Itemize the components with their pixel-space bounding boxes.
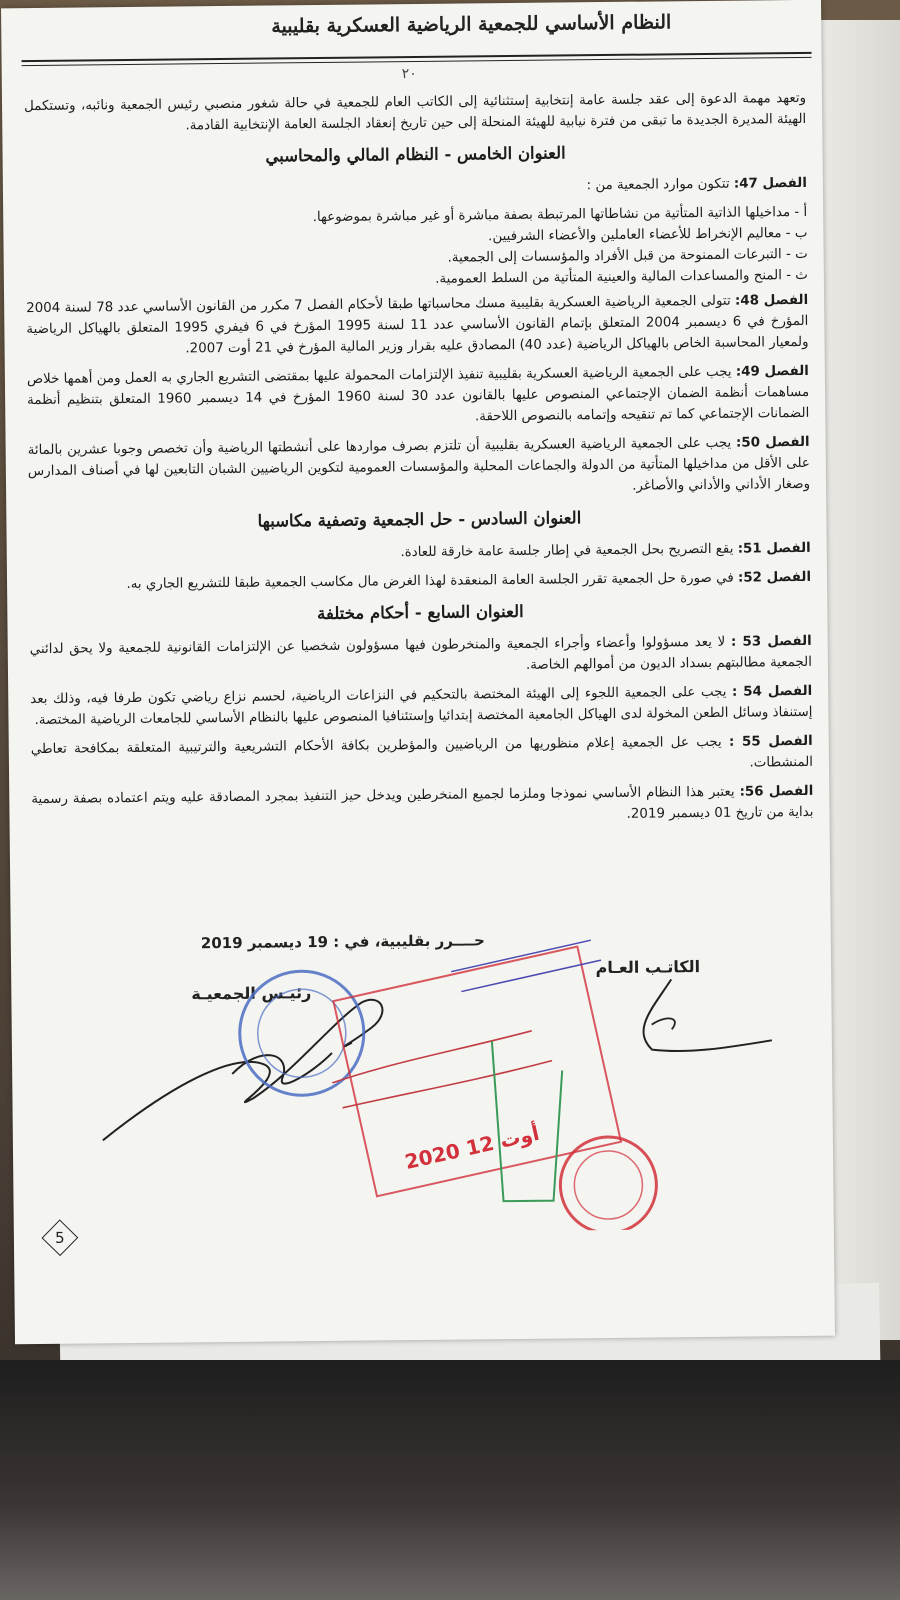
article-label: الفصل 51: xyxy=(737,540,811,557)
article-label: الفصل 54 : xyxy=(731,683,813,700)
article-49 xyxy=(27,361,810,432)
president-signature xyxy=(101,1000,383,1141)
blue-round-stamp xyxy=(239,971,364,1096)
article-51 xyxy=(29,538,811,567)
article-label: الفصل 50: xyxy=(735,434,810,451)
article-label: الفصل 52: xyxy=(737,569,812,586)
article-label: الفصل 48: xyxy=(734,292,809,309)
dark-cloth xyxy=(0,1360,900,1600)
article-text: يجب على الجمعية الرياضية العسكرية بقليبية تنفيذ الإلتزامات المحمولة عليها بمقتضى التشريع الجاري به العمل ومن أهمها خلاص مساهمات أنظمة الضمان الإجتماعي المنصوص عليها بالقانون عدد 30 لسنة 1960 المؤرخ في 14 ديسمبر 1960 المتعلق بتنظيم أنظمة الضمانات الإجتماعي كما تم تنقيحه وإتمامه بالنصوص اللاحقة. xyxy=(26,364,810,425)
article-52 xyxy=(29,567,811,596)
page-number-value: 5 xyxy=(55,1228,65,1247)
resources-list xyxy=(25,202,808,294)
place-and-date: حــــرر بقليبية، في : 19 ديسمبر 2019 xyxy=(200,931,485,953)
list-item: ت - التبرعات الممنوحة من قبل الأفراد والمؤسسات إلى الجمعية. xyxy=(447,246,808,266)
document-page xyxy=(1,0,835,1344)
header-title: النظام الأساسي للجمعية الرياضية العسكرية بقليبية xyxy=(271,11,672,38)
list-item: أ - مداخيلها الذاتية المتأتية من نشاطاتها المرتبطة بصفة مباشرة أو غير مباشرة بموضوعها. xyxy=(312,204,808,226)
red-rectangle-stamp xyxy=(331,940,622,1197)
article-50 xyxy=(28,432,811,503)
header-rule xyxy=(22,52,812,66)
article-text: يجب على الجمعية اللجوء إلى الهيئة المختصة بالتحكيم في النزاعات الرياضية، لحسم نزاع رياضي تكون طرفا فيه، وذلك بعد إستنفاذ وسائل الطعن المخولة لدى الهياكل الجامعية المختصة إبتدائيا وإستئنافيا المنصوص عليها بالنظام الأساسي للجامعات الرياضية المختصة. xyxy=(30,684,813,729)
article-47 xyxy=(25,173,807,202)
secretary-general-title: الكاتـب العـام xyxy=(595,957,701,978)
page-number xyxy=(42,1220,78,1256)
article-55 xyxy=(31,731,813,781)
list-item: ث - المنح والمساعدات المالية والعينية المتأتية من السلط العمومية. xyxy=(435,267,808,287)
article-54 xyxy=(30,681,812,731)
article-text: تتولى الجمعية الرياضية العسكرية بقليبية مسك محاسباتها طبقا لأحكام الفصل 7 مكرر من القانون الأساسي عدد 78 لسنة 2004 المؤرخ في 6 ديسمبر 2004 المتعلق بإتمام القانون الأساسي عدد 11 لسنة 1995 المؤرخ في 6 فيفري 1995 المتعلق بالهياكل الرياضية ولمعيار المحاسبة الخاص بالهياكل الرياضية (عدد 40) المصادق عليه بقرار وزير المالية المؤرخ في 21 أوت 2007. xyxy=(26,293,809,357)
green-marking xyxy=(492,1041,564,1202)
article-label: الفصل 56: xyxy=(739,783,814,800)
article-56 xyxy=(31,781,813,831)
intro-paragraph: وتعهد مهمة الدعوة إلى عقد جلسة عامة إنتخابية إستثنائية إلى الكاتب العام للجمعية في حالة شغور منصبي رئيس الجمعية ونائبه، وتستكمل الهيئة المديرة الجديدة ما تبقى من فترة نيابية للهيئة المنحلة إلى حين تاريخ إنعقاد الجلسة العامة الإنتخابية القادمة. xyxy=(23,90,807,134)
red-stamp-date: 2020 أوت 12 xyxy=(402,1120,542,1174)
article-label: الفصل 55 : xyxy=(728,733,813,750)
section-title-7: العنوان السابع - أحكام مختلفة xyxy=(316,601,524,624)
president-title: رئيـس الجمعيـة xyxy=(191,983,312,1004)
page-mark: ٢٠ xyxy=(401,65,417,83)
article-text: في صورة حل الجمعية تقرر الجلسة العامة المنعقدة لهذا الغرض مال مكاسب الجمعية طبقا للتشريع الجاري به. xyxy=(126,570,734,593)
article-text: لا يعد مسؤولوا وأعضاء وأجراء الجمعية والمنخرطون فيها مسؤولون شخصيا عن الإلتزامات القانونية للجمعية ولا يحق لدائني الجمعية مطالبتهم بسداد الديون من أموالهم الخاصة. xyxy=(29,634,812,673)
article-text: تتكون موارد الجمعية من : xyxy=(586,176,730,194)
article-53 xyxy=(30,631,812,681)
article-text: يعتبر هذا النظام الأساسي نموذجا وملزما لجميع المنخرطين ويدخل حيز التنفيذ بمجرد المصادقة عليه ويتم اعتماده بصفة رسمية بداية من تاريخ 01 ديسمبر 2019. xyxy=(31,784,814,822)
document-body xyxy=(24,88,814,839)
list-item: ب - معاليم الإنخراط للأعضاء العاملين والأعضاء الشرفيين. xyxy=(488,225,808,245)
article-label: الفصل 47: xyxy=(733,175,807,192)
article-48 xyxy=(26,290,809,361)
section-title-5: العنوان الخامس - النظام المالي والمحاسبي xyxy=(265,143,566,166)
signature-block xyxy=(31,928,818,1236)
article-label: الفصل 53 : xyxy=(730,633,812,650)
article-label: الفصل 49: xyxy=(735,363,809,380)
section-title-6: العنوان السادس - حل الجمعية وتصفية مكاسبها xyxy=(257,508,582,531)
article-text: يجب عل الجمعية إعلام منظوريها من الرياضيين والمؤطرين بكافة الأحكام التشريعية والترتيبية المتعلقة بمكافحة تعاطي المنشطات. xyxy=(30,734,814,771)
secretary-signature xyxy=(643,978,772,1051)
article-text: يجب على الجمعية الرياضية العسكرية بقليبية أن تلتزم بصرف مواردها على أنشطتها الرياضية وأن تخصص وجوبا عشرين بالمائة على الأقل من مداخيلها المتأتية من الدولة والجماعات المحلية والمؤسسات العمومية لتكوين الرياضيين الشبان التابعين لها في أصناف المدارس وصغار الأداني والأداني والأصاغر. xyxy=(27,435,811,494)
ministry-round-stamp xyxy=(560,1137,657,1234)
stamps-and-signatures xyxy=(31,928,824,1236)
article-text: يقع التصريح بحل الجمعية في إطار جلسة عامة خارقة للعادة. xyxy=(400,541,734,561)
